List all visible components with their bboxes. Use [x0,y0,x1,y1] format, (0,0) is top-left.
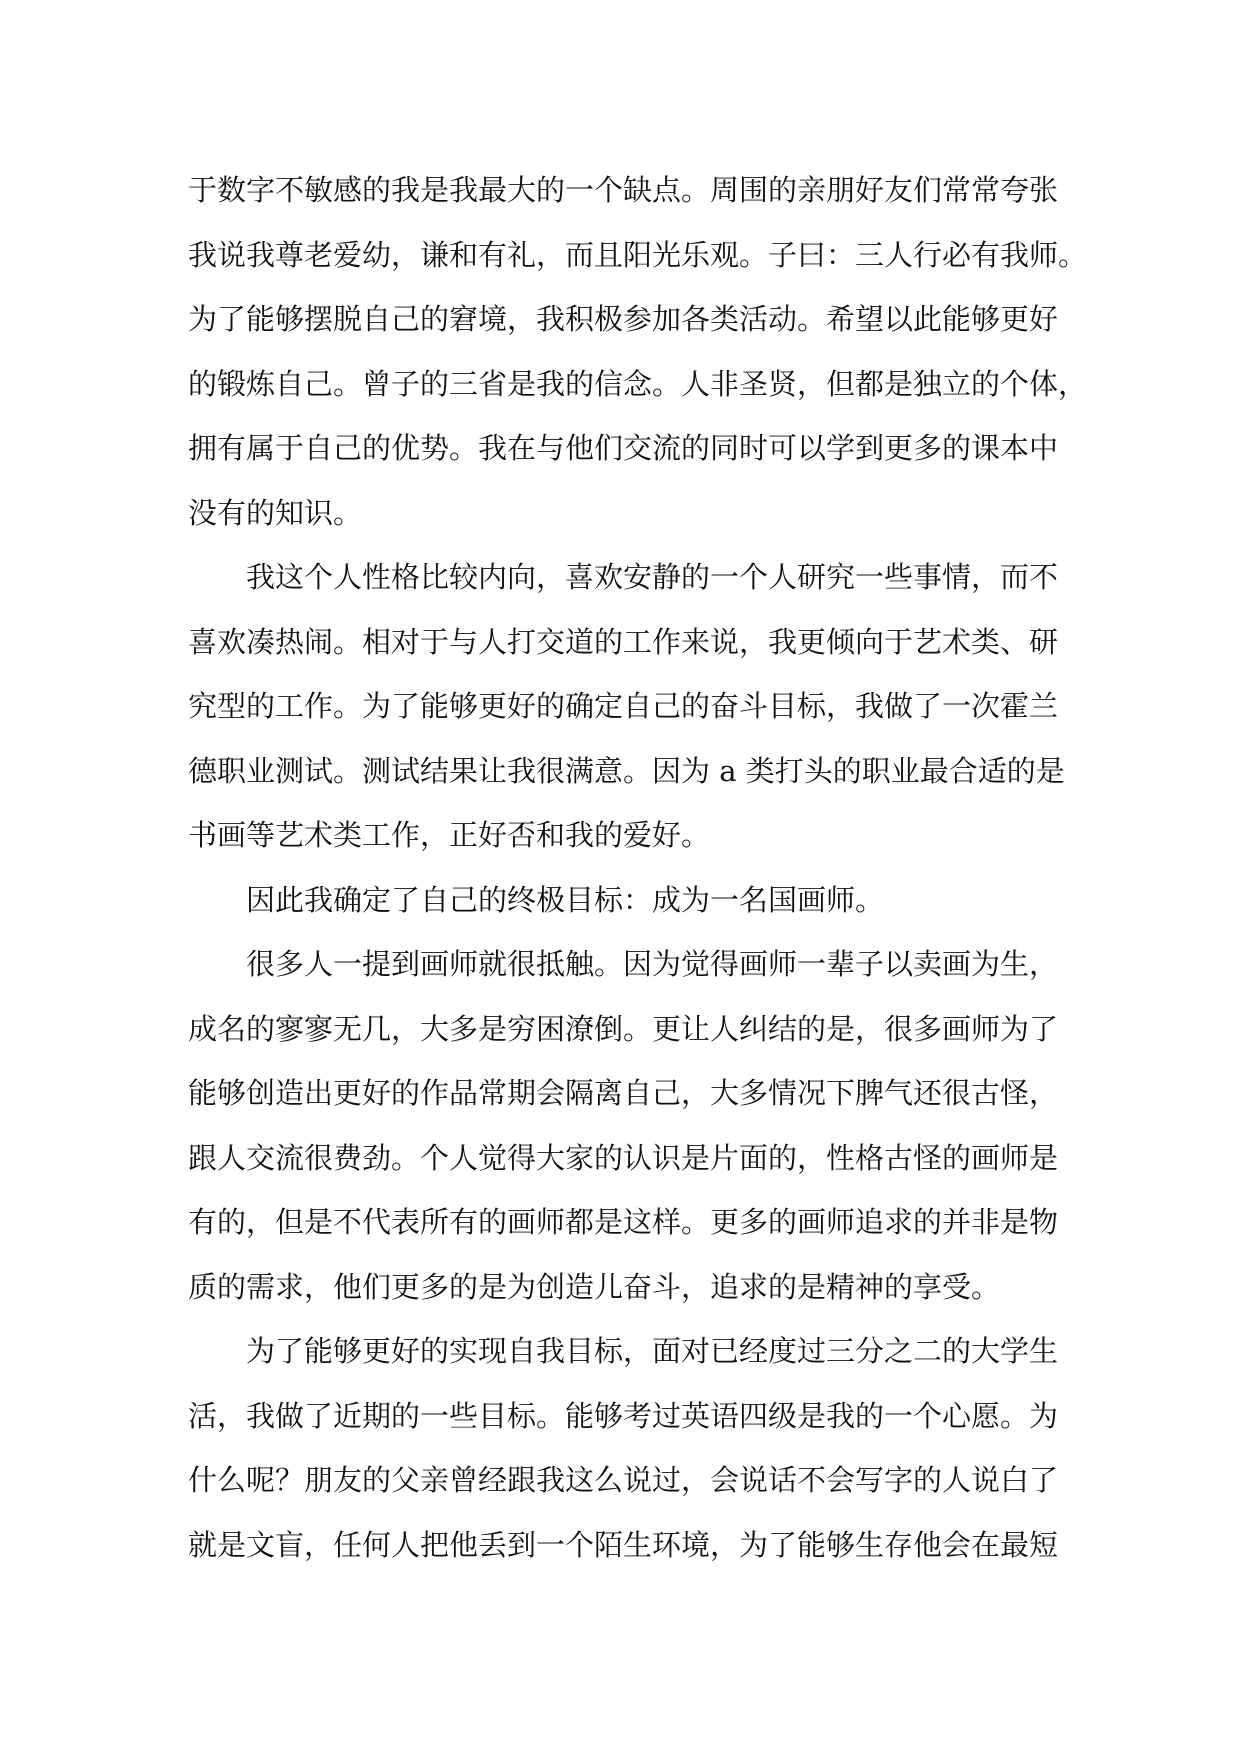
text-line: 成名的寥寥无几，大多是穷困潦倒。更让人纠结的是，很多画师为了 [188,1011,1059,1046]
text-line: 质的需求，他们更多的是为创造儿奋斗，追求的是精神的享受。 [188,1269,1001,1304]
text-line: 我这个人性格比较内向，喜欢安静的一个人研究一些事情，而不 [246,560,1059,594]
text-line: 喜欢凑热闹。相对于与人打交道的工作来说，我更倾向于艺术类、研 [188,624,1059,659]
text-line: 跟人交流很费劲。个人觉得大家的认识是片面的，性格古怪的画师是 [188,1140,1059,1175]
text-line: 活，我做了近期的一些目标。能够考过英语四级是我的一个心愿。为 [188,1398,1059,1433]
text-line: 书画等艺术类工作，正好否和我的爱好。 [188,818,711,852]
body-text [188,158,1088,1577]
text-line: 没有的知识。 [188,495,363,530]
text-line: 于数字不敏感的我是我最大的一个缺点。周围的亲朋好友们常常夸张 [188,173,1059,207]
text-line: 就是文盲，任何人把他丢到一个陌生环境，为了能够生存他会在最短 [188,1527,1059,1562]
text-line: 拥有属于自己的优势。我在与他们交流的同时可以学到更多的课本中 [188,431,1059,465]
text-line: 为了能够摆脱自己的窘境，我积极参加各类活动。希望以此能够更好 [188,302,1059,336]
text-line: 有的，但是不代表所有的画师都是这样。更多的画师追求的并非是物 [188,1205,1059,1239]
text-line: 因此我确定了自己的终极目标：成为一名国画师。 [246,882,885,917]
text-line: 的锻炼自己。曾子的三省是我的信念。人非圣贤，但都是独立的个体， [188,366,1088,401]
text-line: 很多人一提到画师就很抵触。因为觉得画师一辈子以卖画为生， [246,947,1059,981]
text-line: 为了能够更好的实现自我目标，面对已经度过三分之二的大学生 [246,1334,1059,1368]
text-line: 我说我尊老爱幼，谦和有礼，而且阳光乐观。子曰：三人行必有我师。 [188,237,1088,272]
text-line: 究型的工作。为了能够更好的确定自己的奋斗目标，我做了一次霍兰 [188,689,1059,723]
text-line: 德职业测试。测试结果让我很满意。因为 a 类打头的职业最合适的是 [188,753,1065,788]
text-line: 能够创造出更好的作品常期会隔离自己，大多情况下脾气还很古怪， [188,1076,1059,1110]
text-line: 什么呢？朋友的父亲曾经跟我这么说过，会说话不会写字的人说白了 [188,1463,1059,1497]
